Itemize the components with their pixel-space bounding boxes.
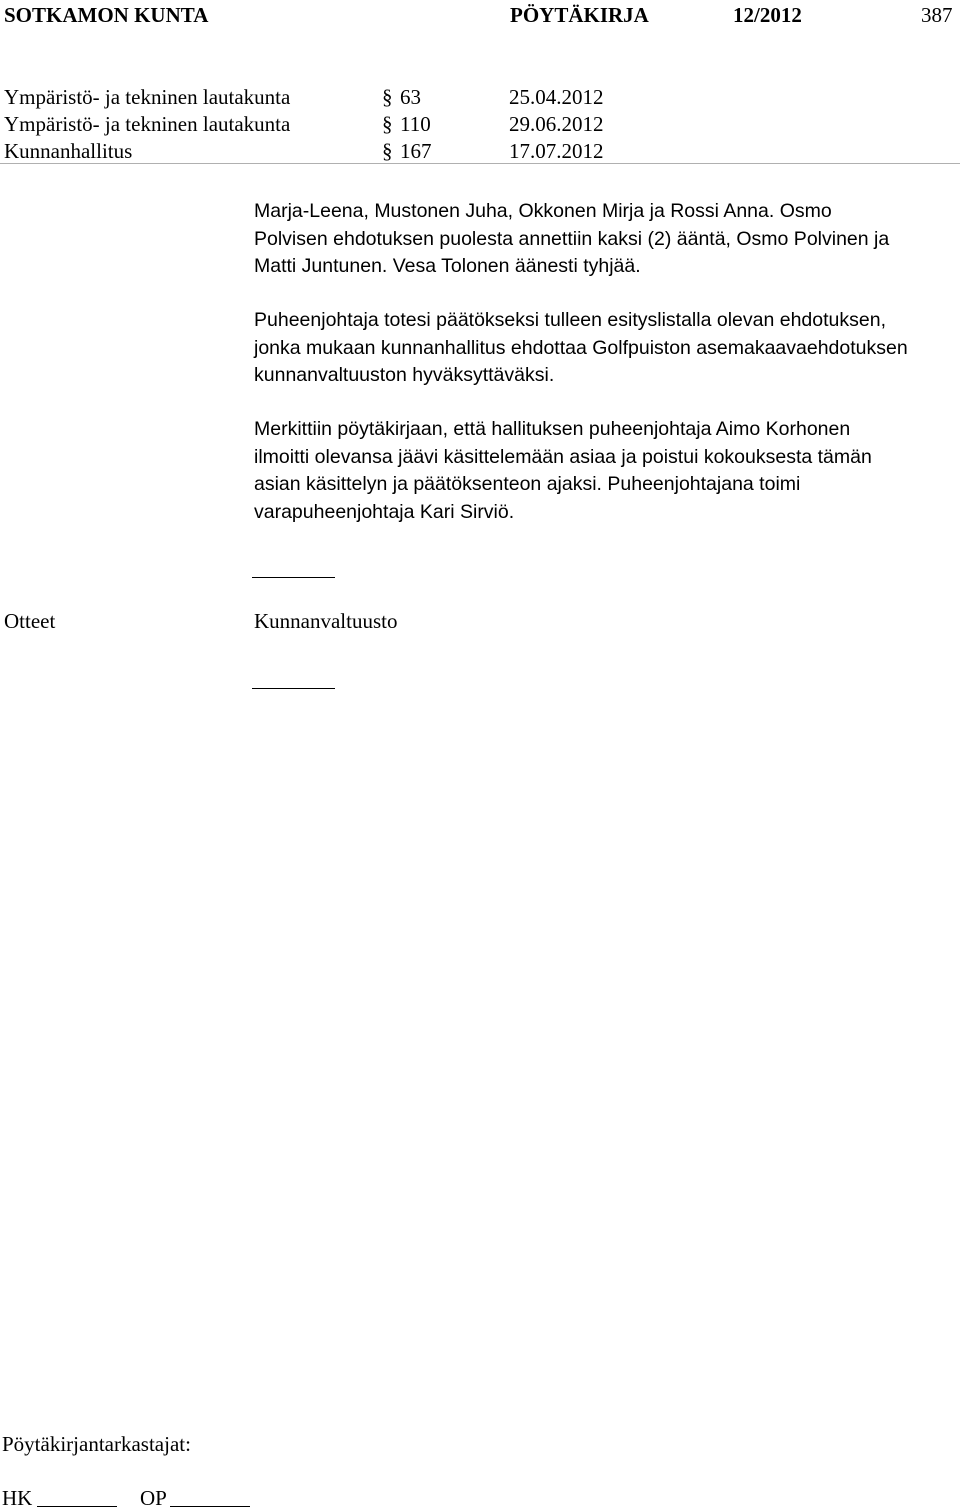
history-divider bbox=[0, 163, 960, 164]
reviewer-initials-hk: HK bbox=[2, 1486, 33, 1510]
history-number: 110 bbox=[400, 112, 431, 136]
section-sign: § bbox=[382, 85, 393, 109]
history-date: 17.07.2012 bbox=[509, 139, 604, 163]
section-divider-bottom bbox=[252, 688, 335, 689]
history-body: Ympäristö- ja tekninen lautakunta bbox=[4, 112, 291, 136]
reviewers-label: Pöytäkirjantarkastajat: bbox=[2, 1432, 191, 1456]
history-row bbox=[4, 138, 624, 165]
section-sign: § bbox=[382, 112, 393, 136]
paragraph-recusal: Merkittiin pöytäkirjaan, että hallituksen puheenjohtaja Aimo Korhonen ilmoitti olevansa jäävi käsittelemään asiaa ja poistui kokouksesta tämän asian käsittelyn ja päätöksenteon ajaksi. Puheenjohtajana toimi varapuheenjohtaja Kari Sirviö. bbox=[254, 418, 872, 523]
document-number: 12/2012 bbox=[733, 3, 802, 27]
extracts-recipient: Kunnanvaltuusto bbox=[254, 609, 398, 633]
history-row bbox=[4, 84, 624, 111]
signature-line-hk bbox=[37, 1506, 117, 1507]
signature-line-op bbox=[170, 1506, 250, 1507]
history-body: Kunnanhallitus bbox=[4, 139, 133, 163]
history-number: 63 bbox=[400, 85, 421, 109]
history-number: 167 bbox=[400, 139, 432, 163]
paragraph-vote-result: Marja-Leena, Mustonen Juha, Okkonen Mirja ja Rossi Anna. Osmo Polvisen ehdotuksen puolesta annettiin kaksi (2) ääntä, Osmo Polvinen ja Matti Juntunen. Vesa Tolonen äänesti tyhjää. bbox=[254, 200, 890, 277]
section-divider-top bbox=[252, 577, 335, 578]
history-date: 25.04.2012 bbox=[509, 85, 604, 109]
paragraph-decision: Puheenjohtaja totesi päätökseksi tulleen esityslistalla olevan ehdotuksen, jonka mukaan kunnanhallitus ehdottaa Golfpuiston asemakaavaehdotuksen kunnanvaltuuston hyväksyttäväksi. bbox=[254, 309, 908, 386]
history-date: 29.06.2012 bbox=[509, 112, 604, 136]
reviewer-initials-op: OP bbox=[140, 1486, 167, 1510]
extracts-label: Otteet bbox=[4, 609, 56, 633]
history-row bbox=[4, 111, 624, 138]
document-type: PÖYTÄKIRJA bbox=[510, 3, 649, 27]
history-body: Ympäristö- ja tekninen lautakunta bbox=[4, 85, 291, 109]
municipality-name: SOTKAMON KUNTA bbox=[4, 3, 209, 27]
section-sign: § bbox=[382, 139, 393, 163]
page-number: 387 bbox=[921, 3, 953, 27]
